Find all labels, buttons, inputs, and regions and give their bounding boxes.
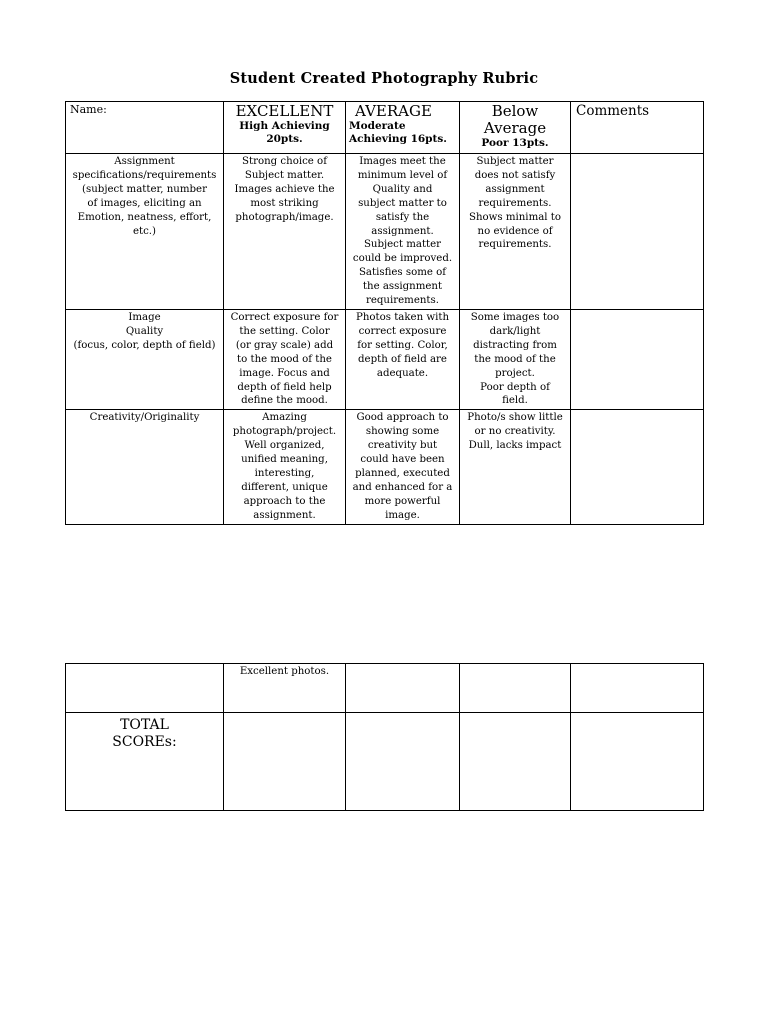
average-cell: Images meet the minimum level of Quality and subject matter to satisfy the assignment. Subject matter could be improved. Satisfies some of the assignment requirements.	[346, 154, 460, 310]
name-label: Name:	[70, 103, 107, 116]
average-cell: Photos taken with correct exposure for setting. Color, depth of field are adequate.	[346, 309, 460, 409]
comments-cell[interactable]	[571, 309, 704, 409]
comments-total-cell[interactable]	[571, 664, 704, 713]
average-title: AVERAGE	[355, 102, 432, 120]
table-row	[66, 309, 704, 409]
table-row	[66, 713, 704, 811]
below-cell: Subject matter does not satisfy assignment requirements. Shows minimal to no evidence of requirements.	[460, 154, 571, 310]
table-row	[66, 410, 704, 524]
excellent-cell: Amazing photograph/project. Well organized, unified meaning, interesting, different, unique approach to the assignment.	[224, 410, 346, 524]
excellent-header	[224, 102, 346, 154]
criterion-cell: Assignment specifications/requirements (subject matter, number of images, eliciting an Emotion, neatness, effort, etc.)	[66, 154, 224, 310]
criterion-cell: Image Quality (focus, color, depth of field)	[66, 309, 224, 409]
header-row	[66, 102, 704, 154]
excellent-title: EXCELLENT	[235, 102, 334, 120]
comments-header	[571, 102, 704, 154]
table-row	[66, 154, 704, 310]
page-title: Student Created Photography Rubric	[229, 70, 539, 87]
below-score-cell[interactable]	[460, 713, 571, 811]
comments-score-cell[interactable]	[571, 713, 704, 811]
average-total-cell[interactable]	[346, 664, 460, 713]
average-score-cell[interactable]	[346, 713, 460, 811]
totals-table	[65, 663, 704, 811]
excellent-cell: Correct exposure for the setting. Color (or gray scale) add to the mood of the image. Focus and depth of field help define the mood.	[224, 309, 346, 409]
totals-label-cell	[66, 664, 224, 713]
below-cell: Some images too dark/light distracting from the mood of the project. Poor depth of field.	[460, 309, 571, 409]
excellent-points: High Achieving 20pts.	[239, 120, 330, 145]
total-scores-label: TOTAL SCOREs:	[66, 713, 224, 811]
below-title: Below Average	[483, 102, 547, 137]
below-total-cell[interactable]	[460, 664, 571, 713]
criterion-cell: Creativity/Originality	[66, 410, 224, 524]
below-points: Poor 13pts.	[481, 137, 549, 149]
excellent-cell: Strong choice of Subject matter. Images achieve the most striking photograph/image.	[224, 154, 346, 310]
average-cell: Good approach to showing some creativity but could have been planned, executed and enhanced for a more powerful image.	[346, 410, 460, 524]
below-cell: Photo/s show little or no creativity. Dull, lacks impact	[460, 410, 571, 524]
comments-cell[interactable]	[571, 154, 704, 310]
below-header	[460, 102, 571, 154]
rubric-table	[65, 101, 704, 525]
comments-label: Comments	[576, 103, 650, 119]
table-row	[66, 664, 704, 713]
comments-cell[interactable]	[571, 410, 704, 524]
average-header	[346, 102, 460, 154]
excellent-score-cell[interactable]	[224, 713, 346, 811]
excellent-photos-cell[interactable]: Excellent photos.	[224, 664, 346, 713]
average-points: Moderate Achieving 16pts.	[349, 120, 447, 145]
name-header	[66, 102, 224, 154]
